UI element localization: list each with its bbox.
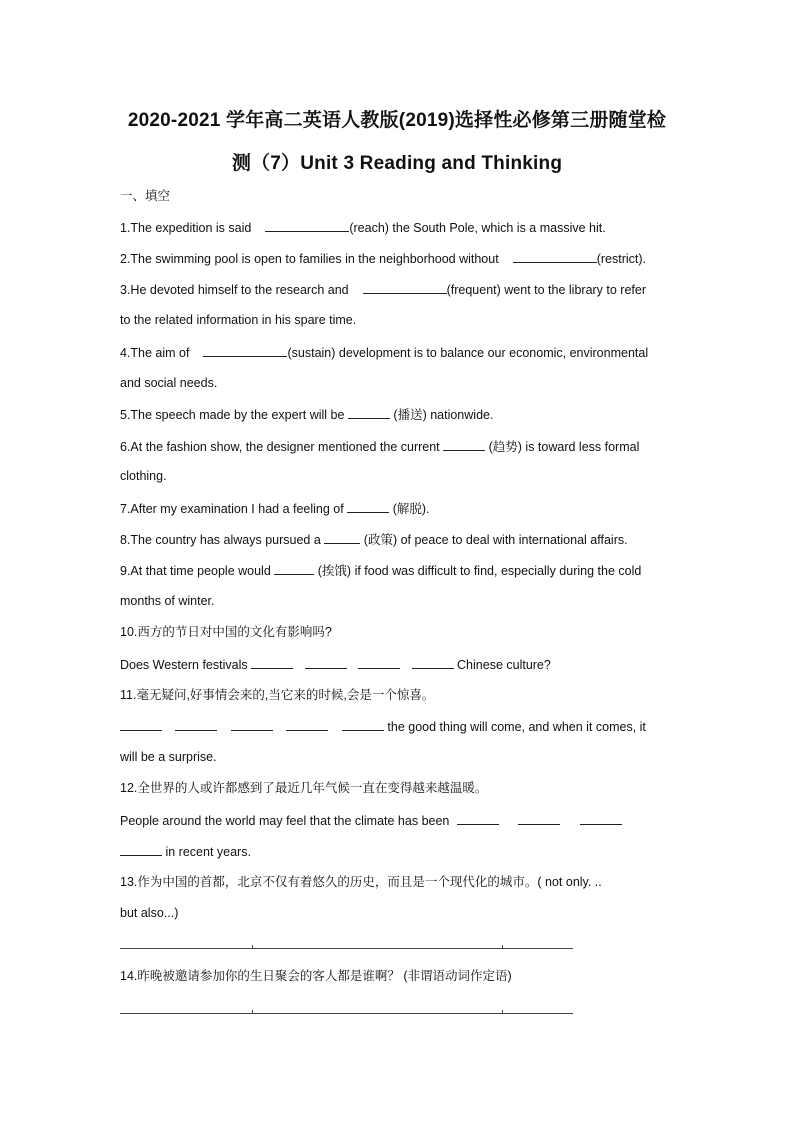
answer-line[interactable] (120, 1013, 573, 1014)
question-14-prompt: 14.昨晚被邀请参加你的生日聚会的客人都是谁啊？ (非谓语动词作定语) (120, 969, 512, 983)
question-12-prompt: 12.全世界的人或许都感到了最近几年气候一直在变得越来越温暖。 (120, 781, 488, 795)
question-3-cont: to the related information in his spare time. (120, 313, 357, 327)
question-7: 7.After my examination I had a feeling of (解脱). (120, 502, 430, 516)
question-4-cont: and social needs. (120, 376, 218, 390)
answer-blank[interactable] (274, 562, 314, 575)
answer-blank[interactable] (363, 281, 447, 294)
question-11-cont: will be a surprise. (120, 750, 217, 764)
answer-blank[interactable] (203, 344, 287, 357)
answer-blank[interactable] (342, 718, 384, 731)
question-4: 4.The aim of (sustain) development is to balance our economic, environmental (120, 346, 649, 360)
page-title: 2020-2021 学年高二英语人教版(2019)选择性必修第三册随堂检 (127, 110, 667, 131)
answer-blank[interactable] (324, 531, 360, 544)
question-10-prompt: 10.西方的节日对中国的文化有影响吗? (120, 625, 332, 639)
question-6: 6.At the fashion show, the designer mentioned the current (趋势) is toward less formal (120, 440, 640, 454)
question-9: 9.At that time people would (挨饿) if food was difficult to find, especially during the cold (120, 564, 642, 578)
answer-blank[interactable] (518, 812, 560, 825)
page-subtitle: 测（7）Unit 3 Reading and Thinking (231, 153, 563, 174)
answer-blank[interactable] (348, 406, 390, 419)
question-5: 5.The speech made by the expert will be (播送) nationwide. (120, 408, 494, 422)
question-12: People around the world may feel that the climate has been (120, 812, 675, 829)
question-9-cont: months of winter. (120, 594, 215, 608)
question-8: 8.The country has always pursued a (政策) of peace to deal with international affairs. (120, 533, 628, 547)
question-11: the good thing will come, and when it comes, it (120, 718, 675, 735)
answer-blank[interactable] (265, 219, 349, 232)
question-6-cont: clothing. (120, 469, 167, 483)
answer-blank[interactable] (305, 656, 347, 669)
question-2: 2.The swimming pool is open to families in the neighborhood without (restrict). (120, 252, 646, 266)
section-heading: 一、填空 (120, 189, 171, 203)
answer-blank[interactable] (286, 718, 328, 731)
question-3: 3.He devoted himself to the research and (frequent) went to the library to refer (120, 283, 647, 297)
answer-blank[interactable] (457, 812, 499, 825)
answer-blank[interactable] (120, 843, 162, 856)
question-13-prompt: 13.作为中国的首都，北京不仅有着悠久的历史，而且是一个现代化的城市。( not only. .. (120, 875, 602, 889)
question-11-prompt: 11.毫无疑问,好事情会来的,当它来的时候,会是一个惊喜。 (120, 688, 435, 702)
answer-blank[interactable] (120, 718, 162, 731)
answer-blank[interactable] (580, 812, 622, 825)
answer-blank[interactable] (347, 500, 389, 513)
question-13-cont: but also...) (120, 906, 179, 920)
answer-blank[interactable] (251, 656, 293, 669)
question-12-cont: in recent years. (120, 843, 675, 860)
answer-blank[interactable] (231, 718, 273, 731)
answer-blank[interactable] (443, 438, 485, 451)
question-10: Does Western festivals Chinese culture? (120, 658, 551, 672)
answer-blank[interactable] (412, 656, 454, 669)
answer-blank[interactable] (175, 718, 217, 731)
answer-blank[interactable] (358, 656, 400, 669)
answer-blank[interactable] (513, 250, 597, 263)
answer-line[interactable] (120, 948, 573, 949)
question-1: 1.The expedition is said (reach) the South Pole, which is a massive hit. (120, 221, 606, 235)
